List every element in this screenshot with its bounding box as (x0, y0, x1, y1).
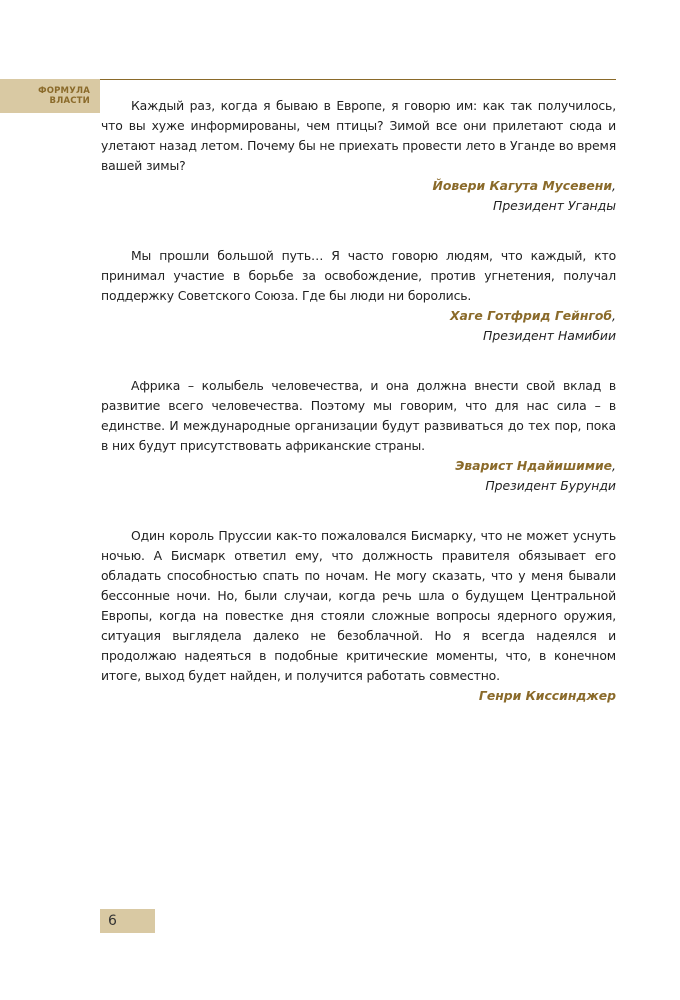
quote-text: Мы прошли большой путь… Я часто говорю людям, что каждый, кто принимал участие в борьбе за освобождение, против угнетения, получал поддержку Советского Союза. Где бы люди ни боролись. (101, 248, 616, 303)
author-name: Генри Киссинджер (478, 688, 616, 703)
quote-author (101, 306, 616, 326)
author-comma: , (612, 178, 616, 193)
section-tab (0, 79, 100, 113)
author-title: Президент Бурунди (485, 478, 616, 493)
section-title-line1: ФОРМУЛА (38, 86, 90, 96)
quote-musevani (101, 96, 616, 216)
quote-author (101, 686, 616, 706)
quotes-column (101, 96, 616, 736)
quote-geingob (101, 246, 616, 346)
author-name: Йовери Кагута Мусевени (432, 178, 613, 193)
author-title: Президент Уганды (493, 198, 616, 213)
quote-author (101, 456, 616, 476)
quote-kissinger (101, 526, 616, 706)
quote-text: Один король Пруссии как-то пожаловался Бисмарку, что не может уснуть ночью. А Бисмарк ответил ему, что должность правителя обязывает его обладать способностью спать по ночам. Не могу сказать, что у меня бывали бессонные ночи. Но, были случаи, когда речь шла о будущем Центральной Европы, когда на повестке дня стояли сложные вопросы ядерного оружия, ситуация выглядела далеко не безоблачной. Но я всегда надеялся и продолжаю надеяться в подобные критические моменты, что, в конечном итоге, выход будет найден, и получится работать совместно. (101, 528, 616, 683)
author-comma: , (612, 308, 616, 323)
quote-text: Каждый раз, когда я бываю в Европе, я говорю им: как так получилось, что вы хуже информированы, чем птицы? Зимой все они прилетают сюда и улетают назад летом. Почему бы не приехать провести лето в Уганде во время вашей зимы? (101, 98, 616, 173)
quote-author (101, 176, 616, 196)
quote-text: Африка – колыбель человечества, и она должна внести свой вклад в развитие всего человечества. Поэтому мы говорим, что для нас сила – в единстве. И международные организации будут развиваться до тех пор, пока в них будут присутствовать африканские страны. (101, 378, 616, 453)
quote-ndayishimiye (101, 376, 616, 496)
section-title-line2: ВЛАСТИ (49, 96, 90, 106)
author-comma: , (612, 458, 616, 473)
author-name: Хаге Готфрид Гейнгоб (450, 308, 613, 323)
author-name: Эварист Ндайишимие (455, 458, 613, 473)
page-number: 6 (100, 909, 155, 933)
author-title: Президент Намибии (483, 328, 616, 343)
